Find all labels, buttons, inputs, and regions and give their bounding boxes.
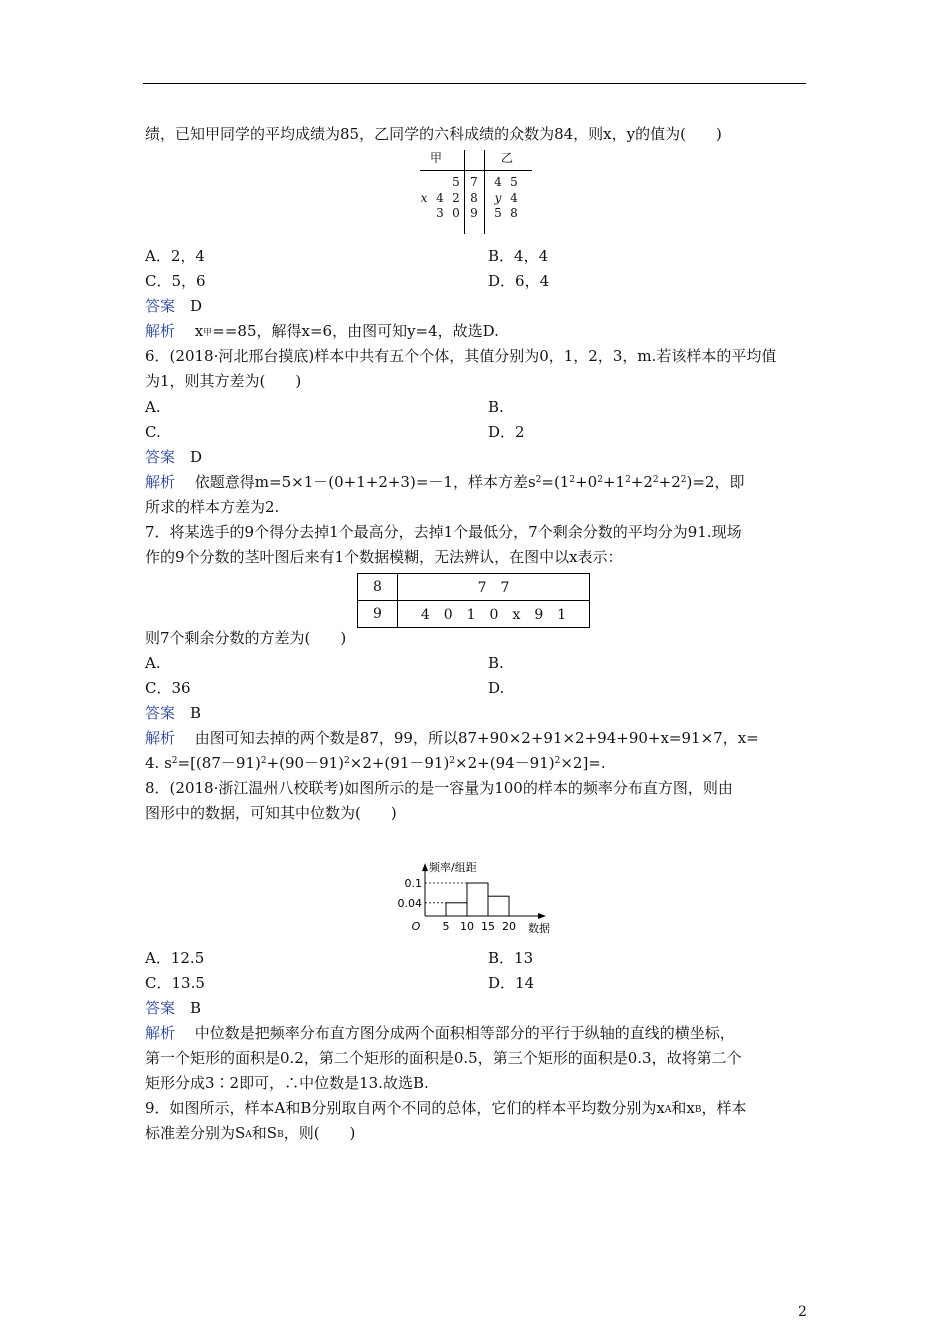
q8-analysis-line3: 矩形分成3∶2即可，∴中位数是13.故选B. [145, 1074, 429, 1092]
frequency-histogram [395, 826, 555, 938]
analysis-label: 解析 [145, 729, 176, 747]
stem-value: 7 [470, 175, 478, 189]
q6-analysis-line2: 所求的样本方差为2. [145, 498, 280, 516]
q8-option-a: A．12.5 [145, 949, 205, 967]
superscript: 2 [260, 756, 267, 766]
analysis-text: 中位数是把频率分布直方图分成两个面积相等部分的平行于纵轴的直线的横坐标， [194, 1024, 735, 1042]
x-tick-label: 20 [502, 920, 516, 933]
superscript: 2 [597, 475, 603, 485]
question-text: 和S [251, 1124, 278, 1142]
subscript: B [277, 1130, 284, 1140]
x-axis-arrow [538, 913, 546, 919]
q7-option-b: B. [488, 654, 504, 672]
y-axis-label: 频率/组距 [429, 861, 477, 875]
q6-option-d: D．2 [488, 423, 525, 441]
question-text: 9．如图所示，样本A和B分别取自两个不同的总体，它们的样本平均数分别为x [145, 1099, 665, 1117]
superscript: 2 [652, 475, 659, 485]
q5-option-a: A．2，4 [145, 247, 205, 265]
question-text: 和x [671, 1099, 695, 1117]
analysis-text: =[(87－91) [177, 754, 261, 772]
analysis-text: +2 [630, 473, 653, 491]
q8-line2: 图形中的数据，可知其中位数为( ) [145, 804, 397, 822]
analysis-text: +2 [658, 473, 681, 491]
table-row [358, 601, 590, 628]
leaf-left: 0 [452, 206, 460, 220]
analysis-text: x [194, 322, 204, 340]
q7-line2: 作的9个分数的茎叶图后来有1个数据模糊，无法辨认，在图中以x表示： [145, 548, 623, 566]
origin-label: O [411, 920, 421, 933]
analysis-text: ==85，解得x=6，由图可知y=4，故选D. [212, 322, 499, 340]
leaf-right: 8 [510, 206, 518, 220]
q7-answer [145, 703, 201, 723]
q8-option-b: B．13 [488, 949, 534, 967]
q7-stem-leaf-table [357, 573, 590, 628]
q5-option-b: B．4，4 [488, 247, 549, 265]
superscript: 2 [569, 475, 576, 485]
q7-analysis-line2 [145, 753, 606, 773]
analysis-text: ×2]=. [560, 754, 606, 772]
analysis-subscript: 甲 [203, 328, 213, 338]
q5-option-d: D．6，4 [488, 272, 550, 290]
analysis-text: )=2，即 [686, 473, 745, 491]
subscript: B [694, 1105, 702, 1115]
q6-option-a: A. [145, 398, 161, 416]
stem-value: 8 [470, 191, 478, 205]
answer-value: D [190, 448, 203, 466]
page-number: 2 [798, 1304, 807, 1320]
q8-option-d: D．14 [488, 974, 535, 992]
q8-line1: 8．(2018·浙江温州八校联考)如图所示的是一容量为100的样本的频率分布直方图，则由 [145, 779, 733, 797]
q6-option-b: B. [488, 398, 504, 416]
figure-left-header: 甲 [429, 151, 442, 165]
leaf-right: 5 [510, 175, 518, 189]
q7-option-c: C．36 [145, 679, 191, 697]
q6-answer [145, 447, 202, 467]
subscript: A [245, 1130, 252, 1140]
superscript: 2 [171, 756, 178, 766]
y-axis-arrow [422, 863, 428, 871]
leaf-left: 3 [436, 206, 444, 220]
leaf-left: 2 [452, 191, 460, 205]
leaf-left: 4 [436, 191, 444, 205]
q7-option-d: D. [488, 679, 505, 697]
leaf-right: y [494, 191, 502, 205]
q7-question: 则7个剩余分数的方差为( ) [145, 629, 347, 647]
analysis-label: 解析 [145, 322, 176, 340]
stem-value: 9 [470, 206, 478, 220]
superscript: 2 [554, 756, 561, 766]
analysis-text: 依题意得m=5×1－(0+1+2+3)=－1，样本方差s [194, 473, 536, 491]
histogram-bar [446, 903, 467, 916]
subscript: A [664, 1105, 672, 1115]
analysis-text: ×2+(94－91) [455, 754, 555, 772]
analysis-text: +0 [575, 473, 598, 491]
superscript: 2 [344, 756, 350, 766]
superscript: 2 [535, 475, 542, 485]
leaf-left: x [420, 191, 428, 205]
q5-stem: 绩，已知甲同学的平均成绩为85，乙同学的六科成绩的众数为84，则x，y的值为( ) [145, 125, 722, 143]
question-text: ，则( ) [283, 1124, 356, 1142]
table-cell-stem: 8 [358, 574, 398, 601]
analysis-text: +(90－91) [266, 754, 345, 772]
q5-answer [145, 296, 202, 316]
header-rule [143, 83, 806, 84]
q9-line1 [145, 1098, 746, 1118]
analysis-text: +1 [602, 473, 626, 491]
table-row [358, 574, 590, 601]
figure-vline-left [464, 150, 465, 234]
q7-analysis-line1 [145, 728, 759, 748]
q7-line1: 7．将某选手的9个得分去掉1个最高分，去掉1个最低分，7个剩余分数的平均分为91.现场 [145, 523, 742, 541]
table-cell-leaves: 7 7 [398, 574, 590, 601]
q6-option-c: C. [145, 423, 161, 441]
y-tick-label: 0.04 [397, 896, 422, 910]
analysis-text: 4. s [145, 754, 172, 772]
q6-line1: 6．(2018·河北邢台摸底)样本中共有五个个体，其值分别为0，1，2，3，m.若该样本的平均值 [145, 347, 777, 365]
q8-answer [145, 998, 201, 1018]
question-text: ，样本 [701, 1099, 747, 1117]
histogram-bar [488, 896, 509, 916]
q5-option-c: C．5，6 [145, 272, 206, 290]
y-tick-label: 0.1 [404, 877, 422, 890]
answer-value: D [190, 297, 203, 315]
x-axis-label: 数据 [528, 922, 550, 935]
leaf-right: 4 [494, 175, 502, 189]
analysis-text: ×2+(91－91) [349, 754, 450, 772]
q7-option-a: A. [145, 654, 161, 672]
x-tick-label: 5 [442, 920, 450, 933]
question-text: 标准差分别为S [145, 1124, 246, 1142]
analysis-text: 由图可知去掉的两个数是87，99，所以87+90×2+91×2+94+90+x=91×7，x= [194, 729, 759, 747]
answer-label: 答案 [145, 704, 176, 722]
q8-option-c: C．13.5 [145, 974, 205, 992]
answer-label: 答案 [145, 999, 176, 1017]
x-tick-label: 10 [460, 920, 474, 933]
analysis-label: 解析 [145, 473, 176, 491]
q5-analysis [145, 321, 499, 341]
superscript: 2 [625, 475, 631, 485]
answer-label: 答案 [145, 297, 176, 315]
table-cell-stem: 9 [358, 601, 398, 628]
analysis-label: 解析 [145, 1024, 176, 1042]
q6-analysis-line1 [145, 472, 744, 492]
answer-value: B [190, 704, 202, 722]
histogram-bar [467, 883, 488, 916]
q8-analysis-line2: 第一个矩形的面积是0.2，第二个矩形的面积是0.5，第三个矩形的面积是0.3，故将第二个 [145, 1049, 742, 1067]
x-tick-label: 15 [481, 920, 495, 933]
leaf-right: 4 [510, 191, 518, 205]
leaf-left: 5 [452, 175, 460, 189]
answer-label: 答案 [145, 448, 176, 466]
q9-line2 [145, 1123, 355, 1143]
q6-line2: 为1，则其方差为( ) [145, 372, 302, 390]
superscript: 2 [449, 756, 456, 766]
q8-analysis-line1 [145, 1023, 735, 1043]
figure-vline-right [484, 150, 485, 234]
analysis-text: =(1 [541, 473, 570, 491]
leaf-right: 5 [494, 206, 502, 220]
superscript: 2 [680, 475, 687, 485]
answer-value: B [190, 999, 202, 1017]
table-cell-leaves: 4 0 1 0 x 9 1 [398, 601, 590, 628]
figure-hline [420, 170, 532, 171]
figure-right-header: 乙 [500, 151, 513, 165]
